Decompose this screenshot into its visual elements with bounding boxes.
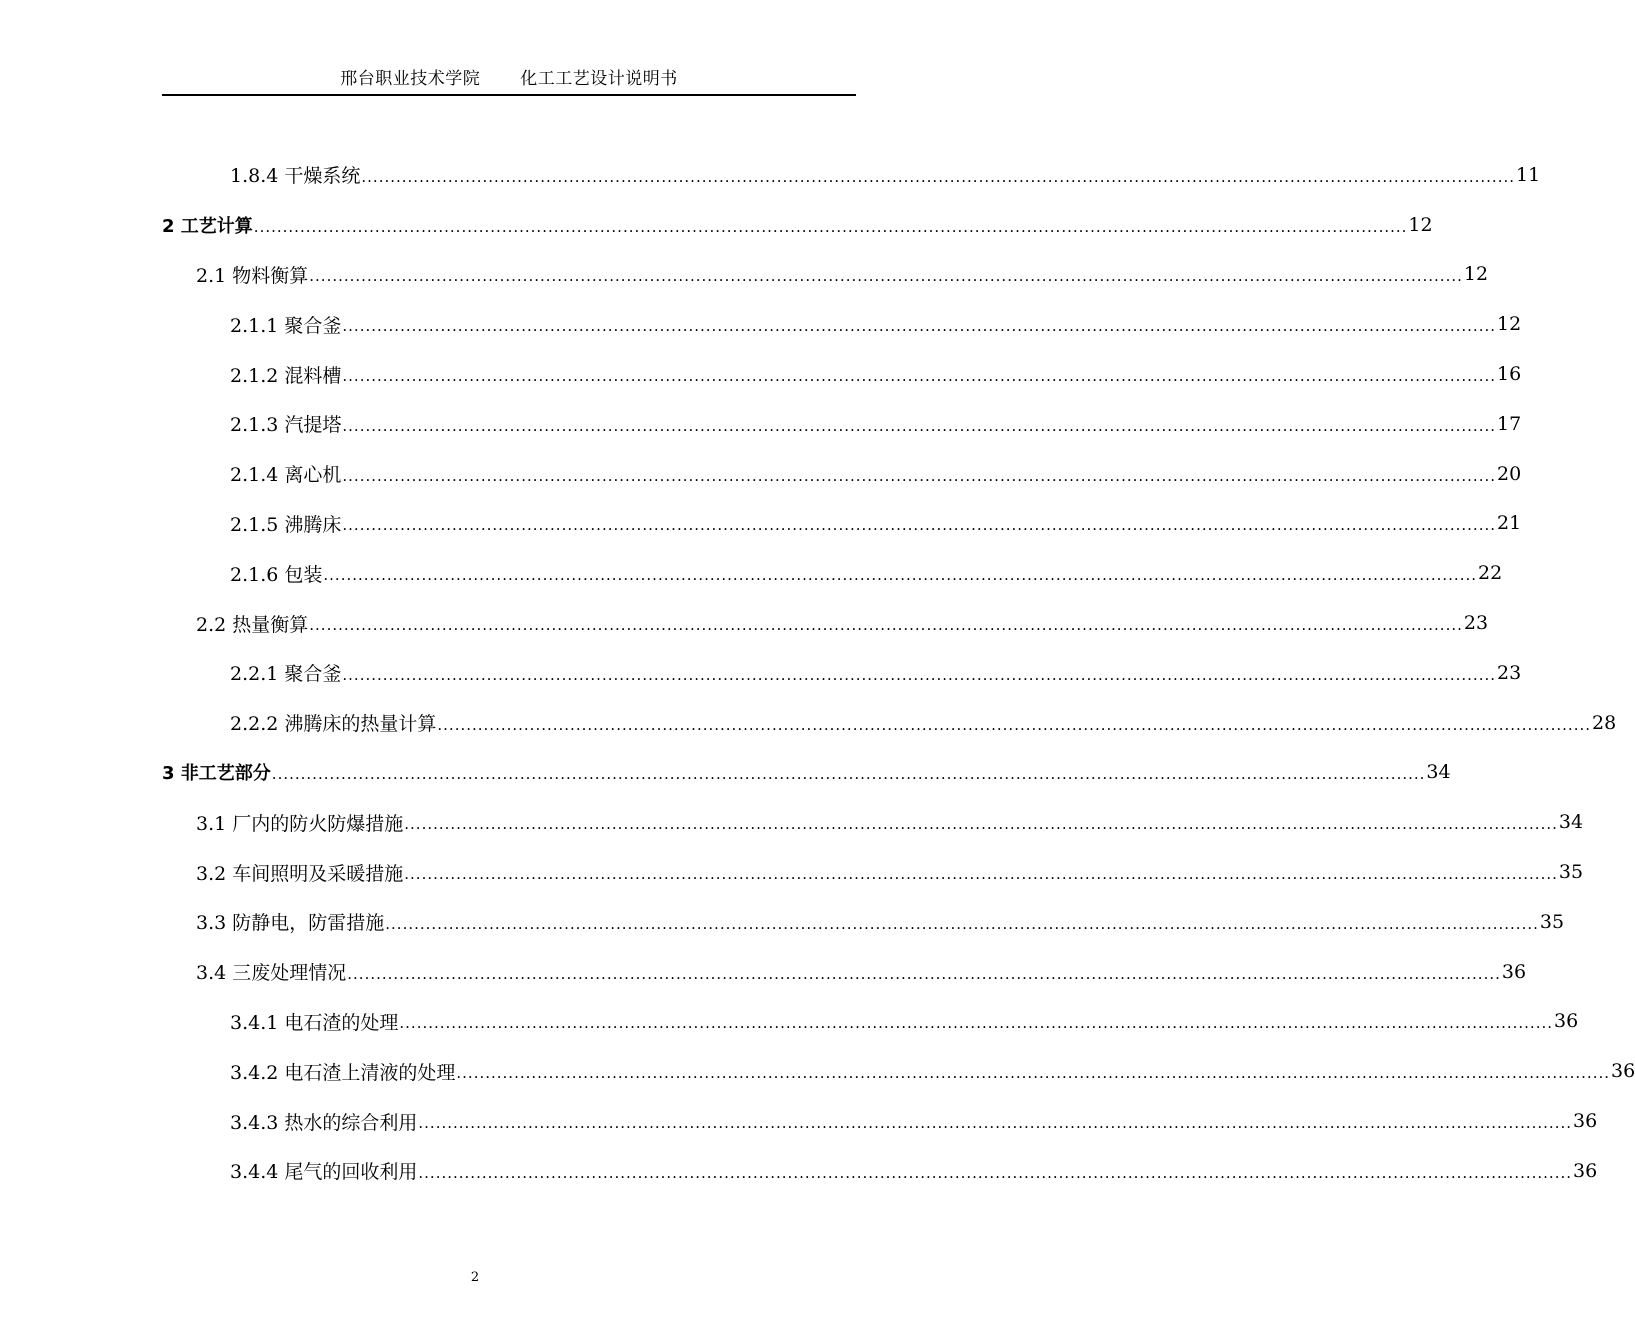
toc-entry-title: 2.2 热量衡算 [196, 613, 309, 636]
toc-entry-page: 23 [1497, 661, 1522, 684]
toc-entry-page: 35 [1539, 910, 1565, 933]
toc-entry[interactable] [162, 150, 1541, 200]
toc-entry[interactable] [162, 349, 1522, 399]
toc-entry-title: 3 非工艺部分 [162, 763, 271, 785]
toc-entry-page: 28 [1592, 711, 1617, 734]
toc-entry-page: 36 [1501, 960, 1527, 983]
toc-entry-title: 2.1.3 汽提塔 [230, 414, 342, 437]
table-of-contents [162, 150, 1635, 1196]
toc-dot-leader: ........................................................................................................................................................................................................ [437, 715, 1592, 734]
toc-entry-page: 17 [1497, 412, 1522, 435]
toc-entry[interactable] [162, 250, 1489, 300]
toc-entry[interactable] [162, 548, 1503, 598]
toc-dot-leader: ........................................................................................................................................................................................................ [399, 1014, 1554, 1033]
toc-entry-page: 20 [1497, 462, 1522, 485]
toc-entry[interactable] [162, 897, 1565, 947]
toc-dot-leader: ........................................................................................................................................................................................................ [271, 765, 1426, 784]
toc-entry[interactable] [162, 648, 1522, 698]
toc-dot-leader: ........................................................................................................................................................................................................ [342, 416, 1497, 435]
toc-dot-leader: ........................................................................................................................................................................................................ [309, 615, 1463, 634]
toc-entry-title: 2.1.2 混料槽 [230, 364, 342, 387]
toc-entry-title: 3.4.4 尾气的回收利用 [230, 1161, 418, 1184]
toc-dot-leader: ........................................................................................................................................................................................................ [342, 516, 1497, 535]
toc-entry-page: 23 [1463, 612, 1489, 635]
toc-dot-leader: ........................................................................................................................................................................................................ [342, 466, 1497, 485]
toc-entry[interactable] [162, 797, 1584, 847]
toc-dot-leader: ........................................................................................................................................................................................................ [385, 914, 1539, 933]
toc-entry-title: 2.1.6 包装 [230, 563, 323, 586]
toc-dot-leader: ........................................................................................................................................................................................................ [347, 964, 1501, 983]
toc-entry-page: 36 [1611, 1060, 1635, 1083]
toc-entry-title: 2.1.5 沸腾床 [230, 513, 342, 536]
toc-entry[interactable] [162, 748, 1451, 798]
page-number: 2 [470, 1270, 480, 1285]
toc-dot-leader: ........................................................................................................................................................................................................ [418, 1113, 1573, 1132]
toc-entry-page: 12 [1408, 213, 1433, 236]
toc-entry-title: 3.3 防静电，防雷措施 [196, 912, 385, 935]
toc-entry-title: 2.2.1 聚合釜 [230, 663, 342, 686]
toc-entry-page: 21 [1497, 512, 1522, 535]
toc-dot-leader: ........................................................................................................................................................................................................ [342, 366, 1497, 385]
toc-entry[interactable] [162, 947, 1527, 997]
toc-entry-page: 22 [1478, 562, 1503, 585]
toc-dot-leader: ........................................................................................................................................................................................................ [342, 317, 1497, 336]
toc-dot-leader: ........................................................................................................................................................................................................ [309, 267, 1463, 286]
toc-entry-page: 34 [1426, 761, 1451, 784]
toc-entry-title: 2.1.4 离心机 [230, 464, 342, 487]
toc-entry[interactable] [162, 200, 1433, 250]
header-institution: 邢台职业技术学院 [340, 69, 481, 89]
toc-entry-title: 3.4.1 电石渣的处理 [230, 1011, 399, 1034]
toc-entry-title: 2.2.2 沸腾床的热量计算 [230, 713, 437, 736]
toc-entry[interactable] [162, 399, 1522, 449]
toc-dot-leader: ........................................................................................................................................................................................................ [418, 1163, 1573, 1182]
toc-entry-title: 3.2 车间照明及采暖措施 [196, 862, 404, 885]
toc-dot-leader: ........................................................................................................................................................................................................ [323, 566, 1478, 585]
toc-entry-title: 3.4.3 热水的综合利用 [230, 1111, 418, 1134]
toc-entry[interactable] [162, 1096, 1598, 1146]
toc-entry[interactable] [162, 698, 1617, 748]
toc-entry[interactable] [162, 598, 1489, 648]
toc-entry-page: 36 [1554, 1010, 1579, 1033]
toc-entry-page: 36 [1573, 1110, 1598, 1133]
toc-entry-page: 11 [1516, 163, 1541, 186]
toc-dot-leader: ........................................................................................................................................................................................................ [361, 167, 1516, 186]
toc-entry-title: 2 工艺计算 [162, 215, 253, 237]
toc-dot-leader: ........................................................................................................................................................................................................ [404, 864, 1558, 883]
page-header [162, 64, 856, 96]
toc-entry[interactable] [162, 1046, 1635, 1096]
toc-entry-page: 34 [1558, 811, 1584, 834]
toc-entry[interactable] [162, 299, 1522, 349]
toc-entry-title: 1.8.4 干燥系统 [230, 165, 361, 188]
toc-entry-title: 3.1 厂内的防火防爆措施 [196, 812, 404, 835]
toc-dot-leader: ........................................................................................................................................................................................................ [404, 815, 1558, 834]
toc-entry-page: 12 [1497, 313, 1522, 336]
toc-dot-leader: ........................................................................................................................................................................................................ [456, 1064, 1611, 1083]
toc-entry[interactable] [162, 997, 1579, 1047]
toc-entry-page: 16 [1497, 363, 1522, 386]
toc-entry-page: 36 [1573, 1159, 1598, 1182]
toc-dot-leader: ........................................................................................................................................................................................................ [342, 665, 1497, 684]
toc-entry[interactable] [162, 1146, 1598, 1196]
toc-entry-title: 3.4.2 电石渣上清液的处理 [230, 1061, 456, 1084]
toc-entry-title: 2.1 物料衡算 [196, 264, 309, 287]
header-document-title: 化工工艺设计说明书 [520, 69, 678, 89]
toc-entry[interactable] [162, 499, 1522, 549]
toc-entry-page: 35 [1558, 861, 1584, 884]
toc-entry[interactable] [162, 847, 1584, 897]
toc-entry-title: 2.1.1 聚合釜 [230, 314, 342, 337]
toc-dot-leader: ........................................................................................................................................................................................................ [253, 217, 1408, 236]
toc-entry-page: 12 [1463, 263, 1489, 286]
toc-entry-title: 3.4 三废处理情况 [196, 962, 347, 985]
toc-entry[interactable] [162, 449, 1522, 499]
